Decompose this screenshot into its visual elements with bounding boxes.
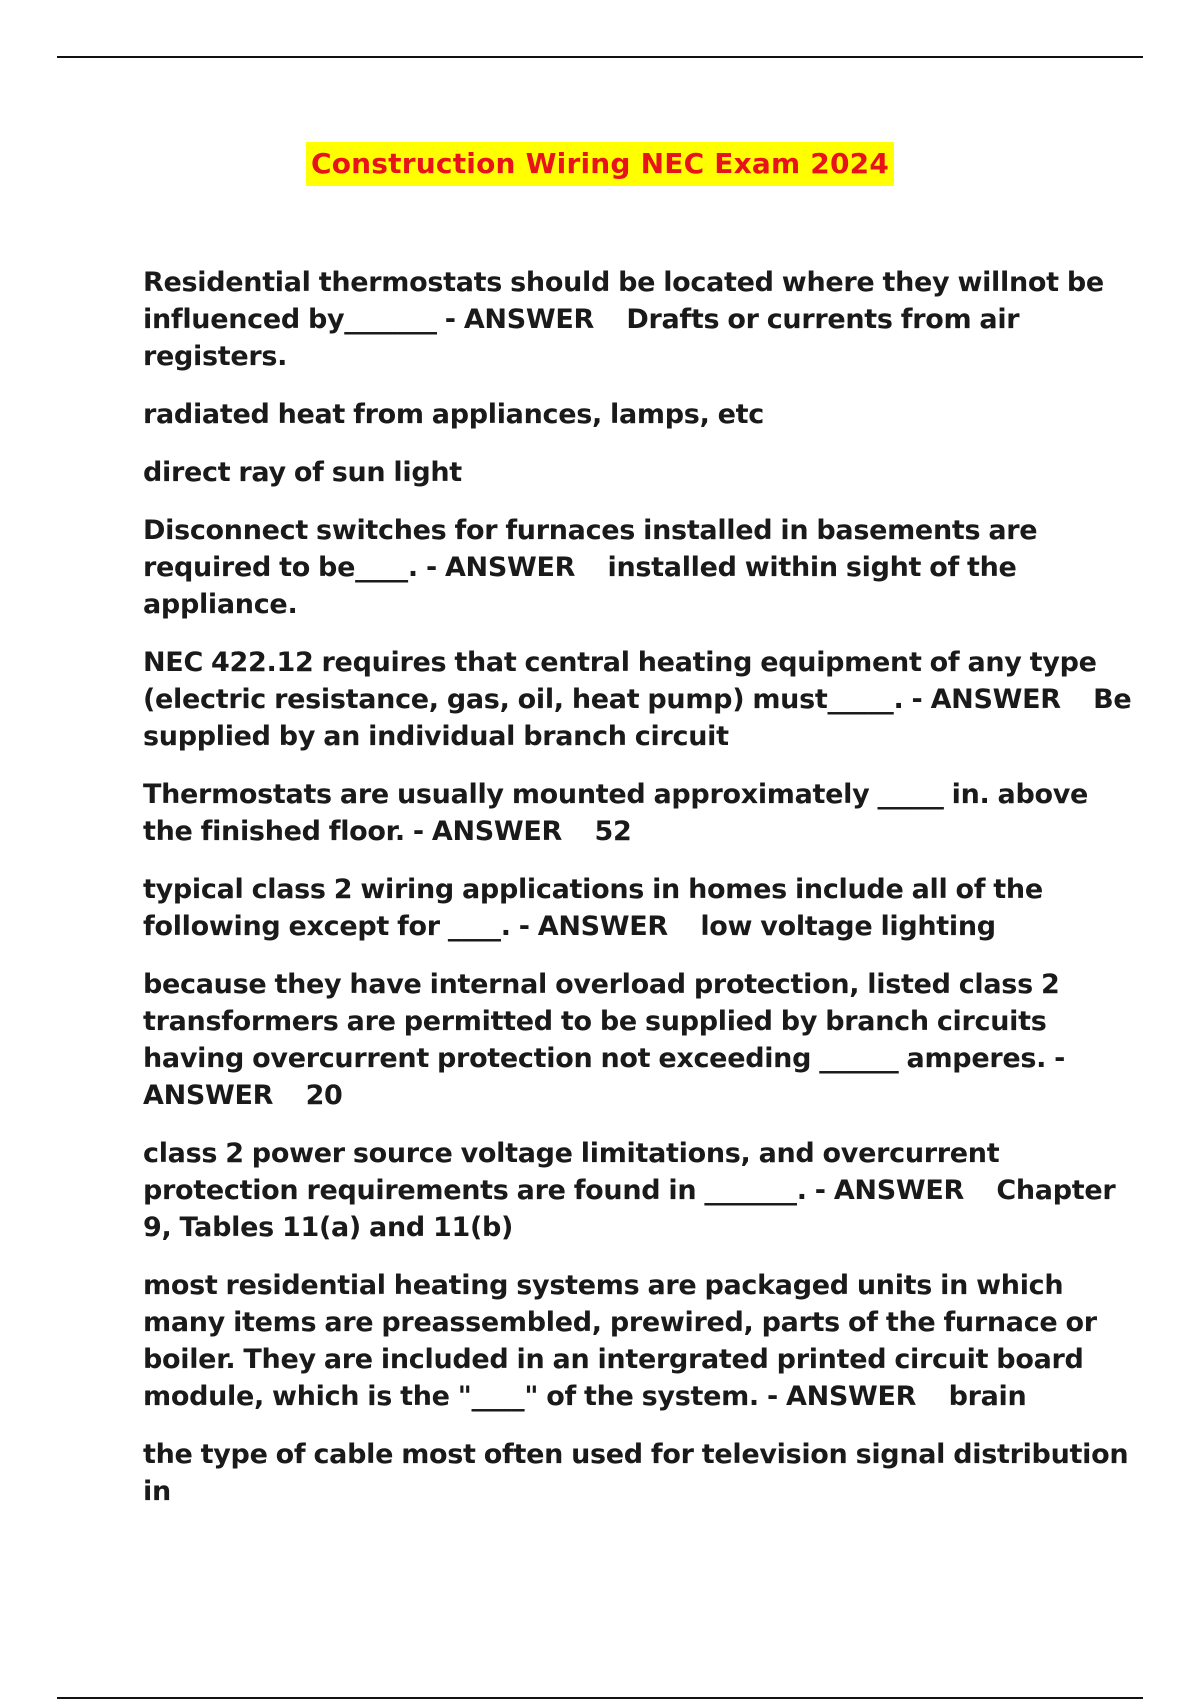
answer-text: Drafts or currents from air registers.	[143, 304, 1020, 372]
answer-label: ANSWER	[431, 816, 563, 847]
answer-label: ANSWER	[143, 1080, 274, 1111]
qa-paragraph	[143, 644, 1143, 755]
question-text: Residential thermostats should be located where they willnot be influenced by_______ -	[143, 267, 1104, 335]
question-text: Disconnect switches for furnaces installed in basements are required to be____. -	[143, 515, 1038, 583]
question-text: because they have internal overload protection, listed class 2 transformers are permitted to be supplied by branch circuits having overcurrent protection not exceeding ______ amperes. -	[143, 969, 1066, 1074]
answer-label: ANSWER	[444, 552, 576, 583]
top-rule	[57, 56, 1143, 58]
answer-text: 52	[594, 816, 632, 847]
answer-label: ANSWER	[930, 684, 1061, 715]
question-text: most residential heating systems are packaged units in which many items are preassembled, prewired, parts of the furnace or boiler. They are included in an intergrated printed circuit board module, which is the "____" of the system. -	[143, 1270, 1097, 1412]
question-text: Thermostats are usually mounted approximately _____ in. above the finished floor. -	[143, 779, 1089, 847]
document-title: Construction Wiring NEC Exam 2024	[306, 142, 894, 186]
qa-paragraph	[143, 776, 1143, 850]
qa-paragraph	[143, 264, 1143, 375]
question-text: the type of cable most often used for television signal distribution in	[143, 1439, 1129, 1507]
answer-text: brain	[948, 1381, 1027, 1412]
qa-paragraph	[143, 512, 1143, 623]
question-text: typical class 2 wiring applications in homes include all of the following except for ____. -	[143, 874, 1043, 942]
answer-text: Chapter 9, Tables 11(a) and 11(b)	[143, 1175, 1116, 1243]
question-text: class 2 power source voltage limitations, and overcurrent protection requirements are found in _______. -	[143, 1138, 1000, 1206]
question-text: direct ray of sun light	[143, 457, 462, 488]
answer-label: ANSWER	[463, 304, 594, 335]
answer-text: installed within sight of the appliance.	[143, 552, 1017, 620]
answer-text: 20	[305, 1080, 343, 1111]
qa-paragraph	[143, 966, 1143, 1114]
qa-paragraph	[143, 1436, 1143, 1510]
answer-label: ANSWER	[786, 1381, 917, 1412]
qa-paragraph	[143, 1267, 1143, 1415]
answer-text: Be supplied by an individual branch circuit	[143, 684, 1132, 752]
question-list	[143, 264, 1143, 1531]
question-text: radiated heat from appliances, lamps, etc	[143, 399, 764, 430]
answer-text: low voltage lighting	[700, 911, 996, 942]
qa-paragraph	[143, 396, 1143, 433]
question-text: NEC 422.12 requires that central heating equipment of any type (electric resistance, gas, oil, heat pump) must_____. -	[143, 647, 1097, 715]
qa-paragraph	[143, 454, 1143, 491]
answer-label: ANSWER	[833, 1175, 964, 1206]
bottom-rule	[57, 1697, 1143, 1699]
answer-label: ANSWER	[537, 911, 668, 942]
title-block	[0, 142, 1200, 186]
qa-paragraph	[143, 871, 1143, 945]
qa-paragraph	[143, 1135, 1143, 1246]
